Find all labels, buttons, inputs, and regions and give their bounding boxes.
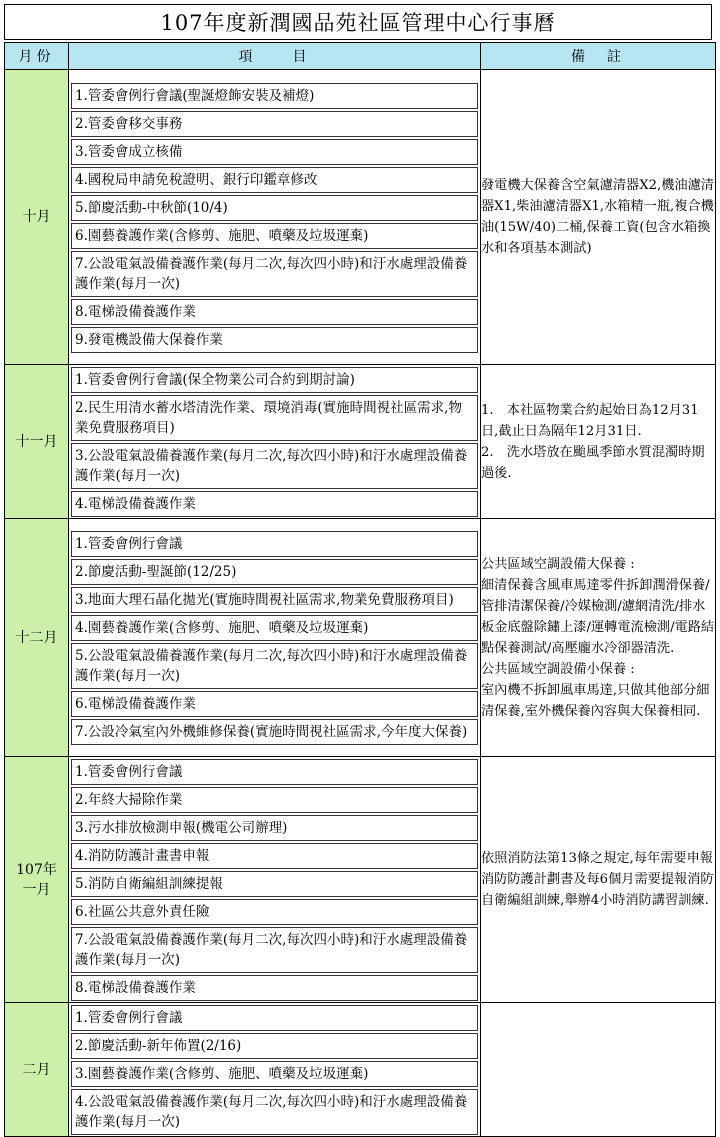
items-cell [69,70,481,365]
list-item: 2.節慶活動-新年佈置(2/16) [71,1033,478,1059]
note-cell [481,1003,716,1137]
list-item: 7.公設冷氣室內外機維修保養(實施時間視社區需求,今年度大保養) [71,719,478,745]
month-label [5,519,69,757]
month-row [5,70,716,365]
month-row [5,519,716,757]
list-item: 2.管委會移交事務 [71,111,478,137]
note-text: 細清保養含風車馬達零件拆卸潤滑保養/管排清潔保養/冷媒檢測/濾網清洗/排水板金底盤除鏽上漆/運轉電流檢測/電路結點保養測試/高壓龐水冷卻器清洗. [481,577,715,656]
list-item: 6.園藝養護作業(含修剪、施肥、噴藥及垃圾運棄) [71,223,478,249]
list-item: 1.管委會例行會議 [71,759,478,785]
month-label-line: 二月 [22,1061,51,1078]
list-item: 5.公設電氣設備養護作業(每月二次,每次四小時)和汙水處理設備養護作業(每月一次) [71,643,478,689]
header-item: 項 目 [69,43,481,70]
list-item: 1.管委會例行會議 [71,1005,478,1031]
list-item: 3.地面大理石晶化拋光(實施時間視社區需求,物業免費服務項目) [71,587,478,613]
note-cell [481,365,716,519]
month-row [5,757,716,1003]
month-label [5,1003,69,1137]
items-cell [69,365,481,519]
month-label [5,365,69,519]
month-label [5,70,69,365]
items-cell [69,519,481,757]
list-item: 1.管委會例行會議 [71,531,478,557]
list-item: 3.公設電氣設備養護作業(每月二次,每次四小時)和汙水處理設備養護作業(每月一次) [71,443,478,489]
list-item: 2.民生用清水蓄水塔清洗作業、環境消毒(實施時間視社區需求,物業免費服務項目) [71,395,478,441]
page-title: 107年度新潤國品苑社區管理中心行事曆 [4,4,712,40]
month-label [5,757,69,1003]
list-item: 8.電梯設備養護作業 [71,299,478,325]
note-cell [481,70,716,365]
month-row [5,365,716,519]
list-item: 9.發電機設備大保養作業 [71,327,478,353]
header-month: 月份 [5,43,69,70]
month-label-line: 一月 [22,881,51,898]
list-item: 6.電梯設備養護作業 [71,691,478,717]
month-label-line: 十二月 [15,629,58,646]
list-item: 5.節慶活動-中秋節(10/4) [71,195,478,221]
list-item: 2.節慶活動-聖誕節(12/25) [71,559,478,585]
table-header-row [5,43,716,70]
list-item: 2.年終大掃除作業 [71,787,478,813]
list-item: 8.電梯設備養護作業 [71,975,478,1001]
list-item: 7.公設電氣設備養護作業(每月二次,每次四小時)和汙水處理設備養護作業(每月一次) [71,251,478,297]
list-item: 3.污水排放檢測申報(機電公司辦理) [71,815,478,841]
schedule-table [4,42,716,1137]
list-item: 4.消防防護計畫書申報 [71,843,478,869]
list-item: 5.消防自衛編組訓練提報 [71,871,478,897]
note-text: 1. 本社區物業合約起始日為12月31日,截止日為隔年12月31日. [481,402,699,439]
month-label-line: 十一月 [15,433,58,450]
list-item: 4.公設電氣設備養護作業(每月二次,每次四小時)和汙水處理設備養護作業(每月一次) [71,1089,478,1135]
list-item: 3.管委會成立核備 [71,139,478,165]
month-label-line: 107年 [16,861,57,878]
list-item: 4.電梯設備養護作業 [71,491,478,517]
list-item: 1.管委會例行會議(保全物業公司合約到期討論) [71,367,478,393]
items-cell [69,1003,481,1137]
list-item: 7.公設電氣設備養護作業(每月二次,每次四小時)和汙水處理設備養護作業(每月一次) [71,927,478,973]
note-text: 公共區域空調設備小保養 : [481,661,635,677]
list-item: 6.社區公共意外責任險 [71,899,478,925]
list-item: 4.園藝養護作業(含修剪、施肥、噴藥及垃圾運棄) [71,615,478,641]
note-cell [481,757,716,1003]
list-item: 4.國稅局申請免稅證明、銀行印鑑章修改 [71,167,478,193]
note-text: 室內機不拆卸風車馬達,只做其他部分細清保養,室外機保養內容與大保養相同. [481,682,710,719]
header-note: 備 註 [481,43,716,70]
note-text: 發電機大保養含空氣濾清器X2,機油濾清器X1,柴油濾清器X1,水箱精一瓶,複合機油(15W/40)二桶,保養工資(包含水箱換水和各項基本測試) [481,178,714,256]
month-label-line: 十月 [22,209,51,225]
note-cell [481,519,716,757]
note-text: 公共區域空調設備大保養 : [481,556,635,572]
month-row [5,1003,716,1137]
list-item: 3.園藝養護作業(含修剪、施肥、噴藥及垃圾運棄) [71,1061,478,1087]
note-text: 依照消防法第13條之規定,每年需要申報消防防護計劃書及每6個月需要提報消防自衛編組訓練,舉辦4小時消防講習訓練. [481,851,714,908]
note-text: 2. 洗水塔放在颱風季節水質混濁時期過後. [481,444,705,481]
items-cell [69,757,481,1003]
list-item: 1.管委會例行會議(聖誕燈飾安裝及補燈) [71,83,478,109]
